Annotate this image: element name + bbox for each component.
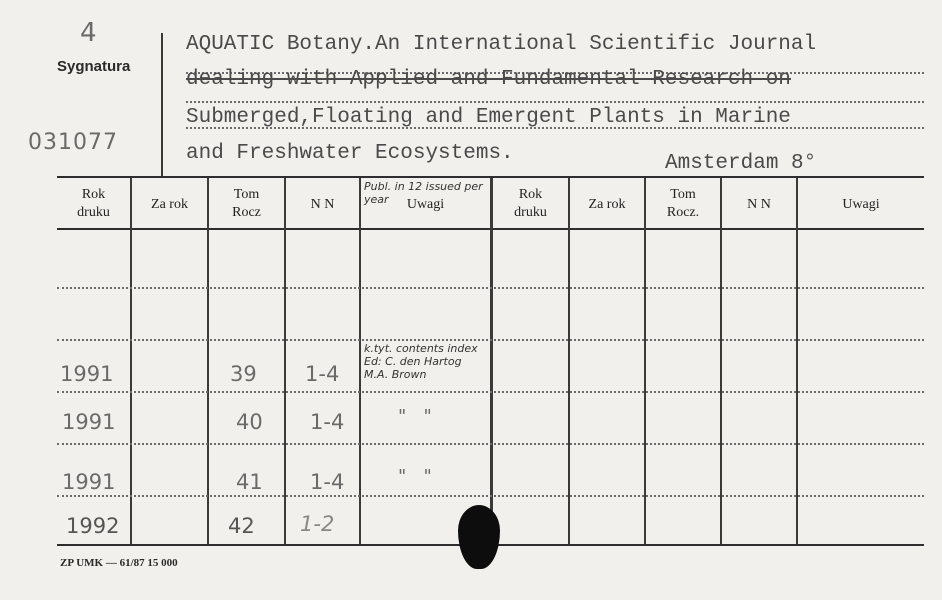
title-line-3: Submerged,Floating and Emergent Plants in Marine — [186, 106, 791, 129]
title-line-4: and Freshwater Ecosystems. — [186, 142, 514, 165]
header-za-rok: Za rok — [151, 197, 188, 212]
handwritten-number: 4 — [80, 18, 97, 48]
header-tom-rocz-2: Tom Rocz. — [666, 187, 700, 220]
title-line-2: dealing with Applied and Fundamental Research on — [186, 68, 791, 91]
row2-rok: 1991 — [62, 410, 116, 434]
row3-nn: 1-4 — [310, 470, 345, 494]
row3-uwagi: " " — [398, 466, 432, 487]
header-rok-druku: Rok druku — [77, 187, 110, 220]
row2-nn: 1-4 — [310, 410, 345, 434]
punch-hole — [458, 505, 500, 569]
call-number: 031077 — [28, 130, 118, 155]
sygnatura-label: Sygnatura — [57, 58, 131, 75]
row1-uwagi: k.tyt. contents index Ed: C. den Hartog M.A. Brown — [364, 342, 478, 381]
row1-rok: 1991 — [60, 362, 114, 386]
header-divider — [161, 33, 163, 178]
row4-tom: 42 — [228, 514, 255, 538]
header-uwagi-2: Uwagi — [842, 197, 880, 212]
header-tom-rocz: Tom Rocz — [232, 187, 261, 220]
title-line-1: AQUATIC Botany.An International Scientific Journal — [186, 33, 817, 56]
row2-uwagi: " " — [398, 406, 432, 427]
header-nn-2: N N — [747, 197, 771, 212]
row4-nn: 1-2 — [300, 512, 335, 536]
header-za-rok-2: Za rok — [588, 197, 626, 212]
header-nn: N N — [310, 197, 335, 212]
header-rok-druku-2: Rok druku — [514, 187, 547, 220]
place-format: Amsterdam 8° — [665, 152, 817, 175]
row4-rok: 1992 — [66, 514, 120, 538]
header-uwagi: Uwagi — [406, 197, 445, 212]
row3-tom: 41 — [236, 470, 263, 494]
row2-tom: 40 — [236, 410, 263, 434]
row1-nn: 1-4 — [305, 362, 340, 386]
printer-footer: ZP UMK — 61/87 15 000 — [60, 557, 178, 569]
row3-rok: 1991 — [62, 470, 116, 494]
uwagi-handwritten-note: Publ. in 12 issued per year — [364, 180, 483, 206]
row1-tom: 39 — [230, 362, 257, 386]
